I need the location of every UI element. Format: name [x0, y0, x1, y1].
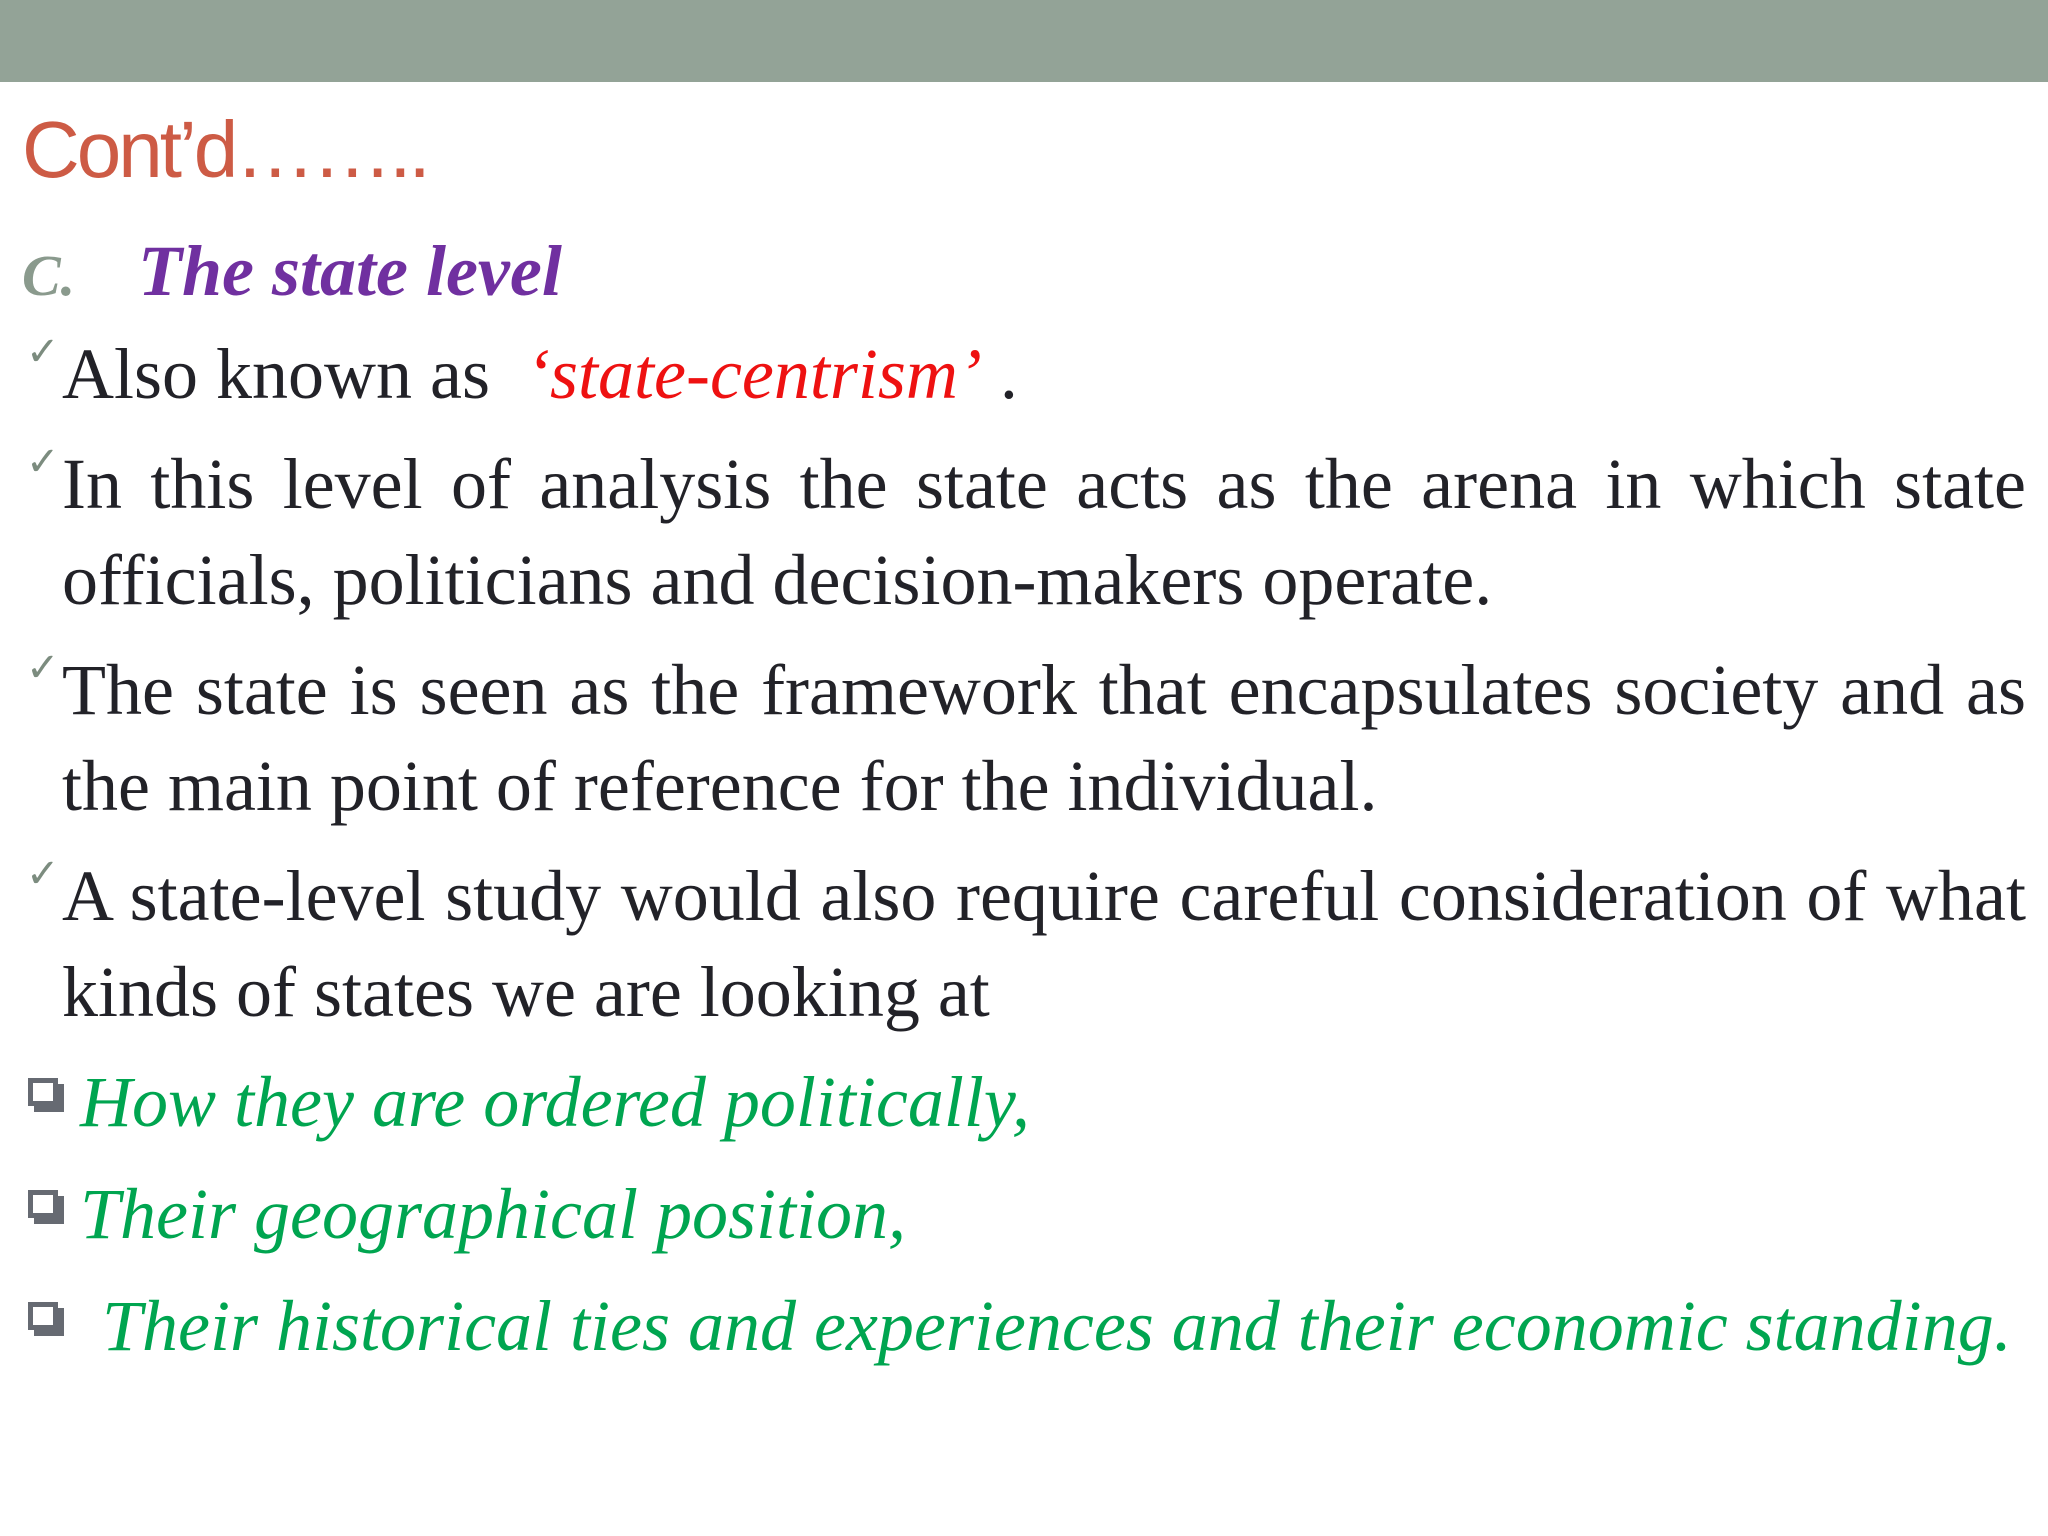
check-item-2	[22, 436, 2026, 628]
check-item-2-text: In this level of analysis the state acts as the arena in which state officials, politicians and decision-makers operate.	[62, 444, 2026, 620]
check-item-1-tail: .	[999, 334, 1018, 414]
box-item-2	[22, 1166, 2026, 1262]
section-title: The state level	[138, 231, 562, 311]
square-box-bullet-icon	[28, 1302, 58, 1330]
check-item-1-lead: Also known as	[62, 334, 508, 414]
section-heading	[22, 226, 2026, 326]
state-centrism-term: ‘state-centrism’	[526, 334, 982, 414]
square-box-bullet-icon	[28, 1190, 58, 1218]
slide-title: Cont’d……..	[22, 105, 428, 194]
square-box-bullet-icon	[28, 1078, 58, 1106]
slide-body	[22, 226, 2026, 1390]
slide-top-bar	[0, 0, 2048, 82]
box-item-3	[22, 1278, 2026, 1374]
box-item-2-text: Their geographical position,	[80, 1174, 906, 1254]
check-mark-icon: ✓	[26, 851, 60, 897]
check-mark-icon: ✓	[26, 645, 60, 691]
box-item-1-text: How they are ordered politically,	[80, 1062, 1030, 1142]
check-item-4	[22, 848, 2026, 1040]
section-letter: C.	[22, 243, 76, 308]
check-item-3-text: The state is seen as the framework that encapsulates society and as the main point of reference for the individual.	[62, 650, 2026, 826]
check-item-3	[22, 642, 2026, 834]
check-item-4-text: A state-level study would also require careful consideration of what kinds of states we are looking at	[62, 856, 2026, 1032]
check-item-1	[22, 326, 2026, 422]
check-mark-icon: ✓	[26, 439, 60, 485]
check-mark-icon: ✓	[26, 329, 60, 375]
box-item-1	[22, 1054, 2026, 1150]
box-item-3-text: Their historical ties and experiences and their economic standing.	[102, 1286, 2012, 1366]
